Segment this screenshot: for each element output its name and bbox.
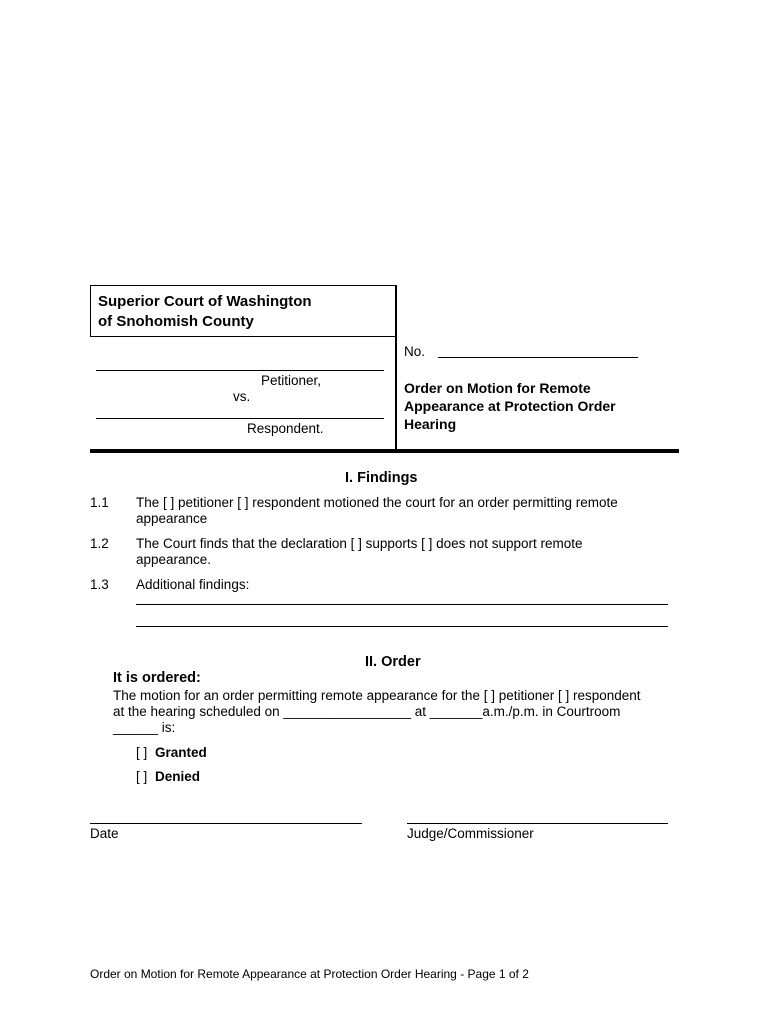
- finding-text: Additional findings:: [136, 577, 250, 592]
- date-label: Date: [90, 826, 119, 841]
- finding-text: The Court finds that the declaration [ ] supports [ ] does not support remote: [136, 536, 583, 551]
- respondent-name-line[interactable]: [96, 418, 384, 419]
- case-number-label: No.: [404, 344, 426, 359]
- order-heading: II. Order: [365, 654, 421, 670]
- respondent-label: Respondent.: [247, 421, 324, 436]
- vs-label: vs.: [233, 389, 251, 404]
- judge-signature-line[interactable]: [407, 823, 668, 824]
- caption-bottom-rule: [90, 449, 679, 453]
- document-title-line1: Order on Motion for Remote: [404, 380, 591, 396]
- finding-text: The [ ] petitioner [ ] respondent motioned the court for an order permitting remote: [136, 495, 618, 510]
- finding-number: 1.1: [90, 495, 109, 510]
- finding-text: appearance: [136, 511, 208, 526]
- finding-number: 1.3: [90, 577, 109, 592]
- denied-checkbox[interactable]: [ ]: [136, 769, 148, 784]
- denied-label: Denied: [155, 769, 201, 784]
- page-footer: Order on Motion for Remote Appearance at Protection Order Hearing - Page 1 of 2: [90, 967, 529, 981]
- finding-number: 1.2: [90, 536, 109, 551]
- judge-label: Judge/Commissioner: [407, 826, 534, 841]
- case-number-field[interactable]: [438, 357, 638, 358]
- document-title-line3: Hearing: [404, 416, 457, 432]
- petitioner-name-line[interactable]: [96, 370, 384, 371]
- order-motion-text: The motion for an order permitting remote appearance for the [ ] petitioner [ ] respondent: [113, 688, 641, 703]
- document-title-line2: Appearance at Protection Order: [404, 398, 616, 414]
- court-name-line2: of Snohomish County: [98, 313, 254, 330]
- findings-heading: I. Findings: [345, 470, 418, 486]
- finding-text: appearance.: [136, 552, 212, 567]
- order-motion-text: at the hearing scheduled on _________________ at _______a.m./p.m. in Courtroom: [113, 704, 621, 719]
- granted-checkbox[interactable]: [ ]: [136, 745, 148, 760]
- additional-findings-line[interactable]: [136, 604, 668, 605]
- granted-label: Granted: [155, 745, 207, 760]
- court-name-line1: Superior Court of Washington: [98, 293, 312, 310]
- order-motion-text: ______ is:: [113, 720, 176, 735]
- caption-divider: [395, 285, 397, 453]
- date-signature-line[interactable]: [90, 823, 362, 824]
- petitioner-label: Petitioner,: [261, 373, 322, 388]
- it-is-ordered-label: It is ordered:: [113, 670, 201, 686]
- additional-findings-line[interactable]: [136, 626, 668, 627]
